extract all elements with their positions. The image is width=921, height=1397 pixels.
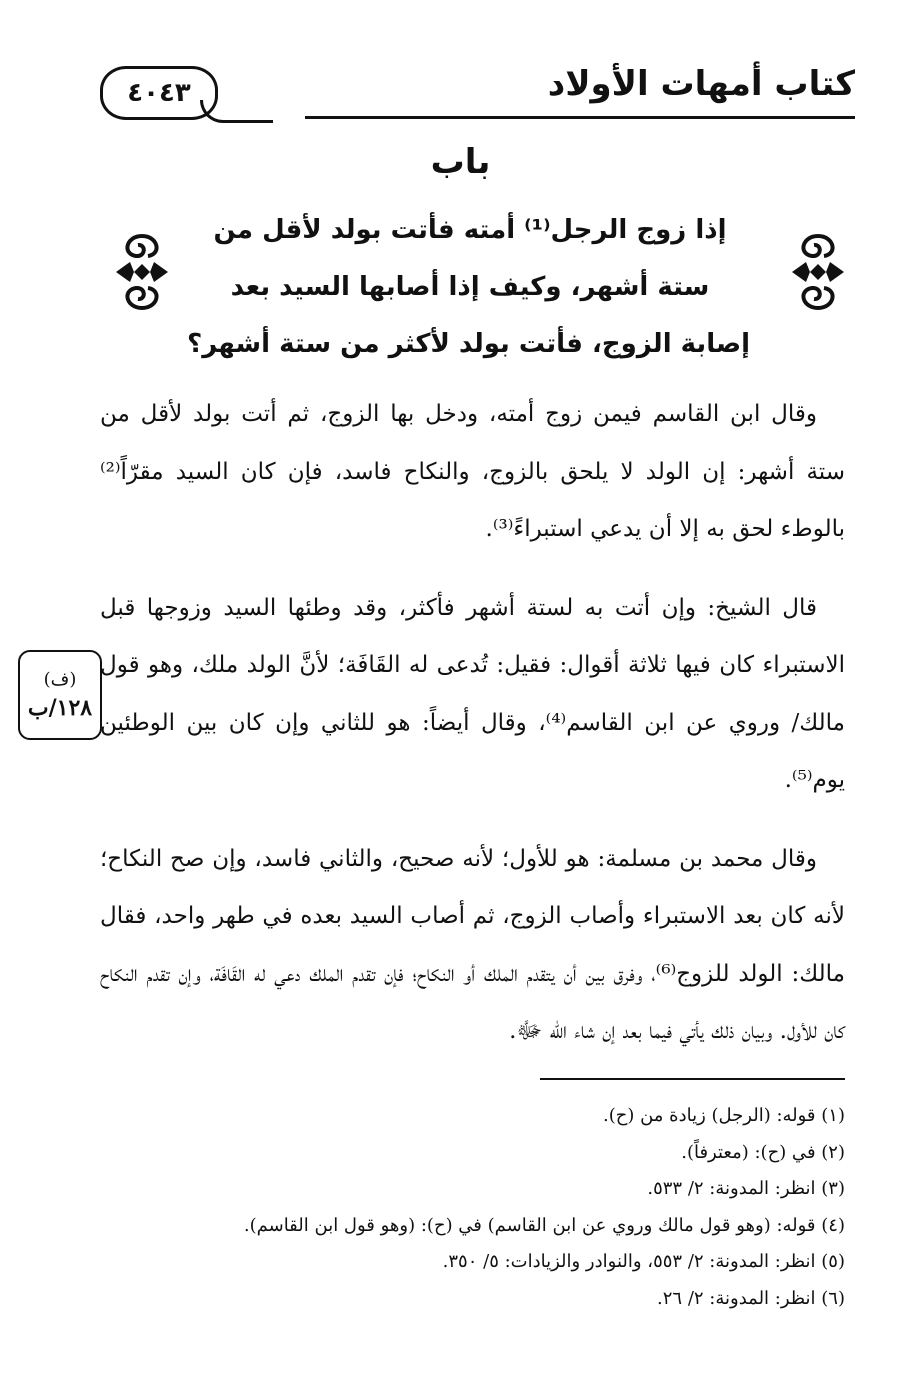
- header-rule: [305, 116, 855, 119]
- manuscript-folio-note: [18, 650, 102, 740]
- footnote: (٤) قوله: (وهو قول مالك وروي عن ابن القاسم) في (ح): (وهو قول ابن القاسم).: [243, 1214, 845, 1236]
- paragraph: وقال محمد بن مسلمة: هو للأول؛ لأنه صحيح، والثاني فاسد، وإن صح النكاح؛ لأنه كان بعد الاستبراء وأصاب الزوج، ثم أصاب السيد بعده في طهر واحد، فقال مالك: الولد للزوج⁽⁶⁾، وفرق بين أن يتقدم الملك أو النكاح؛ فإن تقدم الملك دعي له القَافَة، وإن تقدم النكاح كان للأول. وبيان ذلك يأتي فيما بعد إن شاء الله ﷻ.: [100, 845, 845, 1044]
- chapter-title-line: إذا زوج الرجل⁽¹⁾ أمته فأتت بولد لأقل من: [213, 215, 727, 245]
- running-title: كتاب أمهات الأولاد: [547, 64, 855, 104]
- footnotes: [100, 1098, 845, 1317]
- footnote: (٦) انظر: المدونة: ٢/ ٢٦.: [657, 1287, 845, 1309]
- footnote: (٢) في (ح): (معترفاً).: [681, 1141, 845, 1163]
- footnote: (٥) انظر: المدونة: ٢/ ٥٥٣، والنوادر والزيادات: ٥/ ٣٥٠.: [442, 1251, 845, 1272]
- page-header: [100, 58, 855, 128]
- margin-note-folio: ١٢٨/ب: [27, 695, 93, 721]
- body-text: [100, 386, 845, 1082]
- footnote-separator: [540, 1078, 845, 1080]
- page-number-frame: [100, 66, 218, 120]
- footnote: (١) قوله: (الرجل) زيادة من (ح).: [602, 1105, 845, 1126]
- ornament-left-icon: [112, 232, 172, 312]
- page-number: ٤٠٤٣: [127, 78, 191, 108]
- chapter-title-line: إصابة الزوج، فأتت بولد لأكثر من ستة أشهر؟: [187, 329, 750, 359]
- chapter-title: [187, 202, 750, 373]
- paragraph: قال الشيخ: وإن أتت به لستة أشهر فأكثر، وقد وطئها السيد وزوجها قبل الاستبراء كان فيها ثلاثة أقوال: فقيل: تُدعى له القَافَة؛ لأنَّ الولد ملك، وهو قول مالك/ وروي عن ابن القاسم⁽⁴⁾، وقال أيضاً: هو للثاني وإن كان بين الوطئين يوم⁽⁵⁾.: [100, 594, 845, 793]
- footnote: (٣) انظر: المدونة: ٢/ ٥٣٣.: [647, 1178, 845, 1199]
- chapter-label: باب: [430, 142, 491, 182]
- margin-note-siglum: (ف): [43, 669, 77, 690]
- paragraph: وقال ابن القاسم فيمن زوج أمته، ودخل بها الزوج، ثم أتت بولد لأقل من ستة أشهر: إن الولد لا يلحق بالزوج، والنكاح فاسد، فإن كان السيد مقرّاً⁽²⁾ بالوطء لحق به إلا أن يدعي استبراءً⁽³⁾.: [100, 401, 845, 542]
- chapter-title-line: ستة أشهر، وكيف إذا أصابها السيد بعد: [230, 272, 710, 302]
- ornament-right-icon: [788, 232, 848, 312]
